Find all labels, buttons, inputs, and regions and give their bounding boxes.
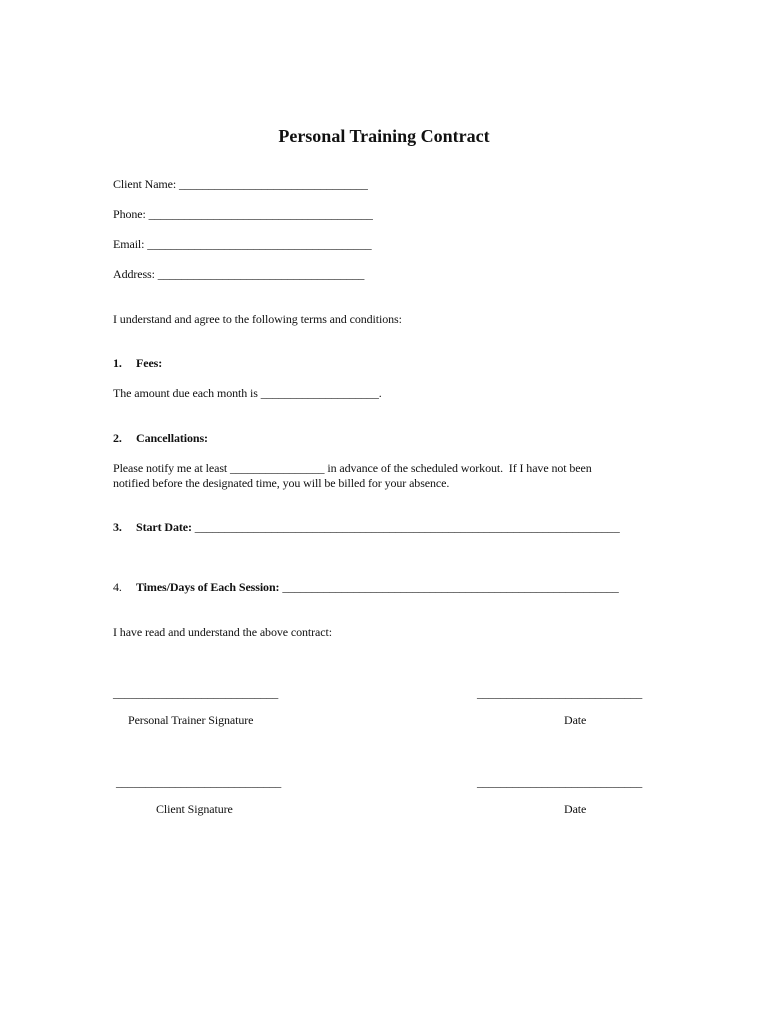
fees-heading-label: Fees: bbox=[136, 356, 163, 370]
start-date-row bbox=[113, 520, 620, 534]
client-date-label: Date bbox=[564, 802, 587, 816]
start-date-blank: ________________________________________________________________________ bbox=[191, 520, 620, 534]
fees-text: The amount due each month is ____________________. bbox=[113, 386, 382, 400]
acknowledgement-text: I have read and understand the above contract: bbox=[113, 625, 332, 639]
trainer-signature-label: Personal Trainer Signature bbox=[128, 713, 254, 727]
times-row bbox=[113, 580, 619, 594]
times-number: 4. bbox=[113, 580, 122, 594]
times-heading: Times/Days of Each Session: bbox=[136, 580, 280, 594]
phone-field: Phone: ______________________________________ bbox=[113, 207, 373, 221]
intro-text: I understand and agree to the following terms and conditions: bbox=[113, 312, 402, 326]
email-field: Email: ______________________________________ bbox=[113, 237, 372, 251]
times-blank: _________________________________________________________ bbox=[279, 580, 619, 594]
client-signature-line: ____________________________ bbox=[116, 775, 282, 789]
trainer-date-line: ____________________________ bbox=[477, 686, 643, 700]
trainer-signature-line: ____________________________ bbox=[113, 686, 279, 700]
cancellations-text-line-1: Please notify me at least ________________ in advance of the scheduled workout. If I have not been bbox=[113, 461, 592, 475]
start-date-heading: Start Date: bbox=[136, 520, 192, 534]
fees-number: 1. bbox=[113, 356, 122, 370]
trainer-date-label: Date bbox=[564, 713, 587, 727]
start-date-number: 3. bbox=[113, 520, 122, 534]
page-title: Personal Training Contract bbox=[278, 126, 490, 146]
cancellations-number: 2. bbox=[113, 431, 122, 445]
client-signature-label: Client Signature bbox=[156, 802, 233, 816]
client-name-field: Client Name: ________________________________ bbox=[113, 177, 368, 191]
cancellations-text-line-2: notified before the designated time, you will be billed for your absence. bbox=[113, 476, 450, 490]
cancellations-heading-label: Cancellations: bbox=[136, 431, 208, 445]
client-date-line: ____________________________ bbox=[477, 775, 643, 789]
cancellations-heading bbox=[113, 431, 208, 445]
fees-heading bbox=[113, 356, 162, 370]
address-field: Address: ___________________________________ bbox=[113, 267, 365, 281]
